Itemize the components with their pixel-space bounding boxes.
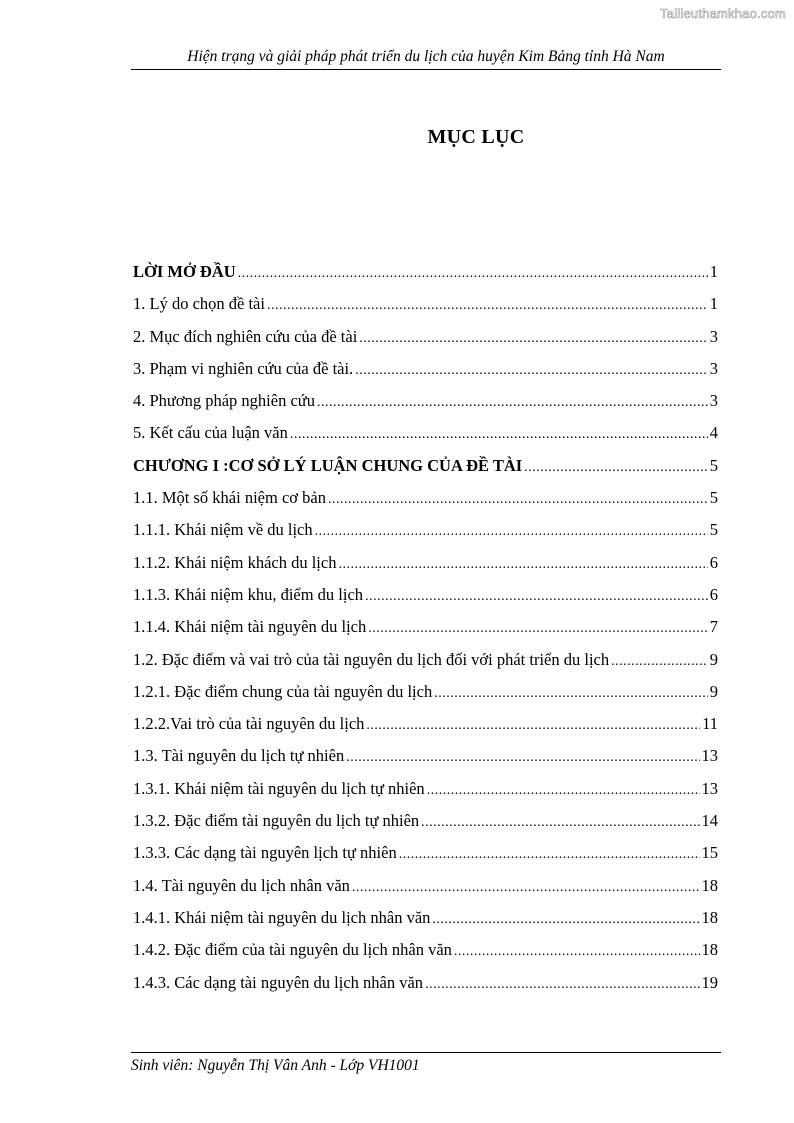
- toc-entry-label: 1.1.2. Khái niệm khách du lịch: [133, 552, 337, 572]
- toc-entry-label: 1.4.2. Đặc điểm của tài nguyên du lịch nhân văn: [133, 940, 452, 960]
- toc-entry-page-number: 4: [709, 423, 718, 443]
- toc-entry-label: 1.2.1. Đặc điểm chung của tài nguyên du lịch: [133, 681, 433, 701]
- toc-entry-page-number: 6: [709, 584, 718, 604]
- toc-entry[interactable]: [133, 779, 718, 811]
- toc-entry-page-number: 18: [701, 940, 718, 960]
- toc-entry-page-number: 3: [709, 326, 718, 346]
- toc-entry-label: 1.1. Một số khái niệm cơ bản: [133, 488, 326, 508]
- toc-entry-label: 2. Mục đích nghiên cứu của đề tài: [133, 326, 358, 346]
- toc-entry-label: 3. Phạm vi nghiên cứu của đề tài.: [133, 358, 354, 378]
- toc-entry-label: 4. Phương pháp nghiên cứu: [133, 391, 315, 411]
- toc-dot-leader: [399, 847, 700, 863]
- toc-dot-leader: [454, 944, 700, 960]
- toc-entry-page-number: 3: [709, 391, 718, 411]
- running-footer: Sinh viên: Nguyễn Thị Vân Anh - Lớp VH1001: [131, 1052, 721, 1075]
- toc-entry[interactable]: [133, 876, 718, 908]
- toc-entry-label: 1.4.3. Các dạng tài nguyên du lịch nhân văn: [133, 972, 424, 992]
- toc-entry-page-number: 15: [701, 843, 718, 863]
- toc-entry[interactable]: [133, 553, 718, 585]
- toc-entry-label: 1.2.2.Vai trò của tài nguyên du lịch: [133, 714, 365, 734]
- toc-entry-page-number: 9: [709, 649, 718, 669]
- toc-entry[interactable]: [133, 294, 718, 326]
- toc-entry-page-number: 13: [701, 778, 718, 798]
- running-header: Hiện trạng và giải pháp phát triển du lịch của huyện Kim Bảng tỉnh Hà Nam: [131, 48, 721, 70]
- toc-entry-page-number: 18: [701, 875, 718, 895]
- toc-dot-leader: [317, 395, 708, 411]
- toc-entry-label: 1.3. Tài nguyên du lịch tự nhiên: [133, 746, 345, 766]
- toc-entry[interactable]: [133, 682, 718, 714]
- toc-entry[interactable]: [133, 262, 718, 294]
- page-title: MỤC LỤC: [427, 126, 525, 148]
- toc-entry-page-number: 5: [709, 455, 718, 475]
- toc-dot-leader: [346, 750, 699, 766]
- toc-entry-page-number: 7: [709, 617, 718, 637]
- toc-entry-label: 1.3.2. Đặc điểm tài nguyên du lịch tự nhiên: [133, 811, 420, 831]
- toc-dot-leader: [524, 460, 708, 476]
- toc-dot-leader: [425, 977, 699, 993]
- toc-dot-leader: [366, 718, 700, 734]
- toc-dot-leader: [315, 524, 708, 540]
- toc-dot-leader: [427, 783, 700, 799]
- toc-entry-page-number: 11: [702, 714, 718, 734]
- toc-dot-leader: [611, 654, 708, 670]
- toc-entry-page-number: 19: [701, 972, 718, 992]
- toc-entry[interactable]: [133, 423, 718, 455]
- toc-entry-page-number: 14: [701, 811, 718, 831]
- toc-entry[interactable]: [133, 650, 718, 682]
- toc-entry-page-number: 5: [709, 488, 718, 508]
- toc-dot-leader: [328, 492, 708, 508]
- toc-entry[interactable]: [133, 617, 718, 649]
- toc-entry-page-number: 5: [709, 520, 718, 540]
- toc-entry-label: 1.4.1. Khái niệm tài nguyên du lịch nhân văn: [133, 907, 431, 927]
- toc-entry[interactable]: [133, 488, 718, 520]
- toc-entry[interactable]: [133, 359, 718, 391]
- toc-entry-label: 5. Kết cấu của luận văn: [133, 423, 288, 443]
- toc-entry-page-number: 3: [709, 358, 718, 378]
- toc-dot-leader: [432, 912, 699, 928]
- toc-entry-label: 1.1.3. Khái niệm khu, điểm du lịch: [133, 584, 364, 604]
- toc-entry[interactable]: [133, 585, 718, 617]
- toc-entry-label: 1.4. Tài nguyên du lịch nhân văn: [133, 875, 350, 895]
- toc-entry[interactable]: [133, 456, 718, 488]
- toc-entry[interactable]: [133, 908, 718, 940]
- toc-entry-label: 1.2. Đặc điểm và vai trò của tài nguyên du lịch đối với phát triển du lịch: [133, 649, 610, 669]
- toc-entry[interactable]: [133, 520, 718, 552]
- table-of-contents: [133, 262, 718, 1005]
- toc-entry[interactable]: [133, 391, 718, 423]
- toc-entry[interactable]: [133, 940, 718, 972]
- toc-dot-leader: [352, 880, 700, 896]
- toc-entry[interactable]: [133, 746, 718, 778]
- toc-entry-label: 1. Lý do chọn đề tài: [133, 294, 265, 314]
- toc-entry-page-number: 13: [701, 746, 718, 766]
- toc-dot-leader: [290, 427, 708, 443]
- toc-dot-leader: [355, 363, 708, 379]
- toc-dot-leader: [238, 266, 708, 282]
- toc-dot-leader: [368, 621, 708, 637]
- toc-entry-label: LỜI MỞ ĐẦU: [133, 262, 236, 281]
- toc-entry-page-number: 18: [701, 907, 718, 927]
- toc-entry-label: 1.1.4. Khái niệm tài nguyên du lịch: [133, 617, 367, 637]
- toc-dot-leader: [421, 815, 699, 831]
- toc-entry[interactable]: [133, 973, 718, 1005]
- toc-dot-leader: [359, 331, 707, 347]
- watermark-text: Tailieuthamkhao.com: [660, 6, 786, 21]
- toc-entry-page-number: 1: [709, 294, 718, 314]
- toc-entry[interactable]: [133, 811, 718, 843]
- toc-entry-label: 1.3.3. Các dạng tài nguyên lịch tự nhiên: [133, 843, 397, 863]
- toc-entry-page-number: 9: [709, 681, 718, 701]
- toc-entry-label: CHƯƠNG I :CƠ SỞ LÝ LUẬN CHUNG CỦA ĐỀ TÀI: [133, 455, 523, 475]
- toc-entry[interactable]: [133, 327, 718, 359]
- toc-dot-leader: [365, 589, 708, 605]
- toc-entry-label: 1.3.1. Khái niệm tài nguyên du lịch tự nhiên: [133, 778, 425, 798]
- toc-dot-leader: [434, 686, 708, 702]
- toc-entry[interactable]: [133, 714, 718, 746]
- toc-entry-page-number: 6: [709, 552, 718, 572]
- toc-entry[interactable]: [133, 843, 718, 875]
- toc-dot-leader: [267, 298, 708, 314]
- toc-entry-page-number: 1: [709, 262, 718, 281]
- toc-dot-leader: [338, 557, 707, 573]
- toc-entry-label: 1.1.1. Khái niệm về du lịch: [133, 520, 313, 540]
